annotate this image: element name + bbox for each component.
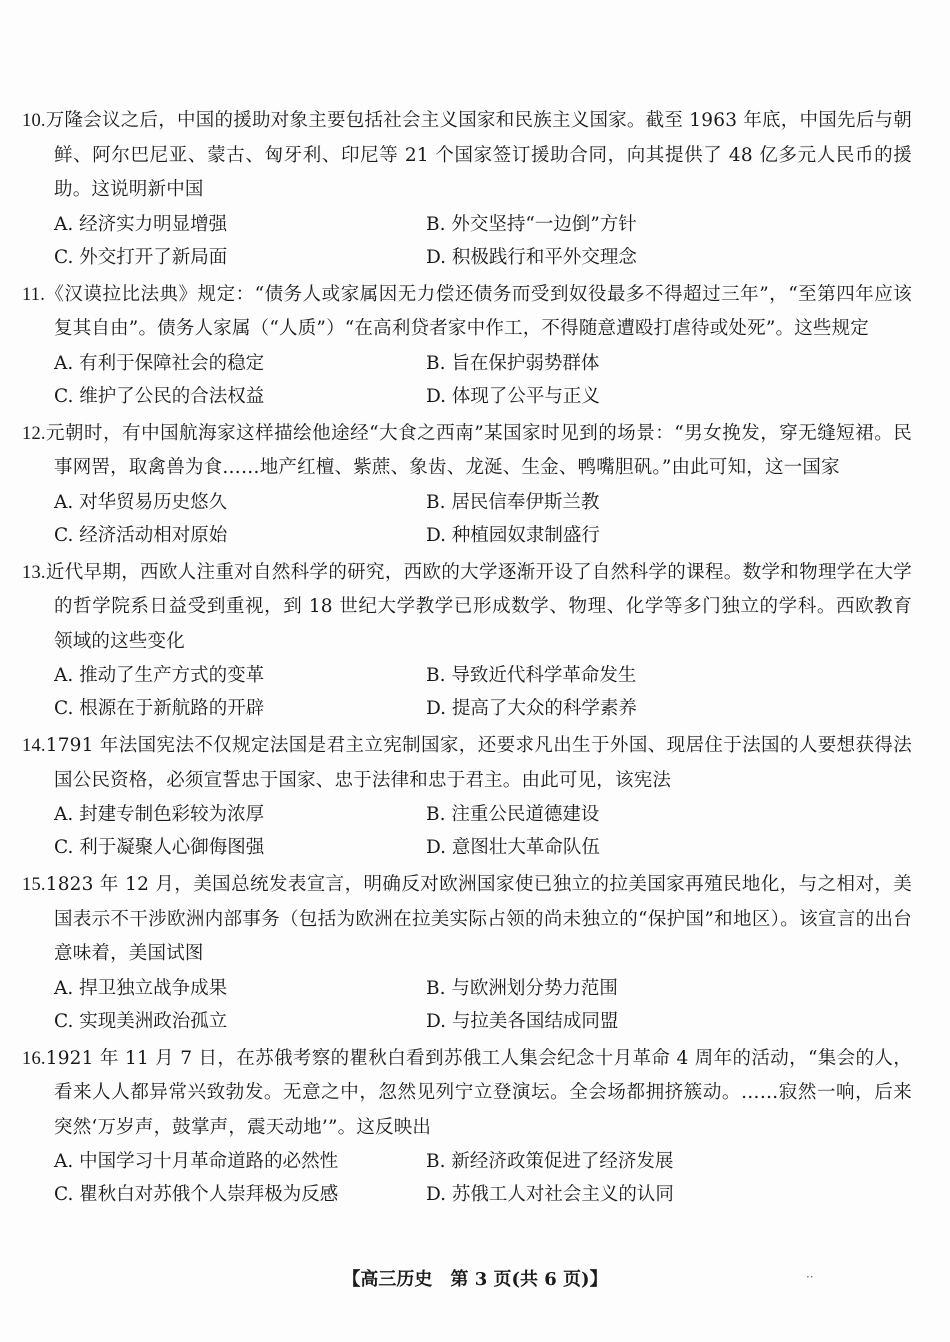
question-item bbox=[22, 868, 912, 1038]
question-number: 13. bbox=[22, 562, 46, 583]
answer-option: B. 居民信奉伊斯兰教 bbox=[426, 491, 600, 513]
answer-option: A. 封建专制色彩较为浓厚 bbox=[54, 804, 265, 825]
answer-option: C. 外交打开了新局面 bbox=[54, 246, 228, 268]
question-item bbox=[22, 556, 912, 726]
option-grid bbox=[22, 1145, 912, 1211]
answer-option: B. 新经济政策促进了经济发展 bbox=[426, 1151, 674, 1172]
answer-option: D. 苏俄工人对社会主义的认同 bbox=[426, 1184, 674, 1205]
question-stem bbox=[22, 1042, 912, 1146]
question-text: 1791 年法国宪法不仅规定法国是君主立宪制国家，还要求凡出生于外国、现居住于法国的人要想获得法国公民资格，必须宣誓忠于国家、忠于法律和忠于君主。由此可见，该宪法 bbox=[45, 735, 912, 791]
answer-option: A. 捍卫独立战争成果 bbox=[54, 977, 228, 999]
corner-mark: ·· bbox=[806, 1270, 814, 1284]
answer-option: C. 根源在于新航路的开辟 bbox=[54, 698, 265, 719]
question-item bbox=[22, 1042, 912, 1212]
answer-option: A. 经济实力明显增强 bbox=[54, 213, 228, 235]
question-number: 11. bbox=[22, 284, 46, 305]
question-number: 15. bbox=[22, 875, 46, 895]
answer-option: D. 提高了大众的科学素养 bbox=[426, 698, 637, 719]
question-stem bbox=[22, 868, 912, 972]
answer-option: C. 实现美洲政治孤立 bbox=[54, 1010, 228, 1032]
question-item bbox=[22, 104, 912, 274]
question-item bbox=[22, 729, 912, 864]
question-number: 14. bbox=[22, 736, 46, 756]
answer-option: A. 中国学习十月革命道路的必然性 bbox=[54, 1151, 339, 1172]
question-item bbox=[22, 417, 912, 552]
question-text: 元朝时，有中国航海家这样描绘他途经“大食之西南”某国家时见到的场景：“男女挽发，穿无缝短裙。民事网罟，取禽兽为食……地产红檀、紫蔗、象齿、龙涎、生金、鸭嘴胆矾。”由此可知，这一国家 bbox=[45, 422, 912, 478]
answer-option: C. 瞿秋白对苏俄个人崇拜极为反感 bbox=[54, 1184, 339, 1205]
answer-option: D. 积极践行和平外交理念 bbox=[426, 246, 637, 268]
answer-option: D. 与拉美各国结成同盟 bbox=[426, 1010, 619, 1032]
option-grid bbox=[22, 347, 912, 413]
answer-option: C. 维护了公民的合法权益 bbox=[54, 385, 265, 407]
question-list bbox=[22, 104, 912, 1215]
answer-option: B. 注重公民道德建设 bbox=[426, 804, 600, 825]
option-grid bbox=[22, 798, 912, 864]
question-text: 万隆会议之后，中国的援助对象主要包括社会主义国家和民族主义国家。截至 1963 年底，中国先后与朝鲜、阿尔巴尼亚、蒙古、匈牙利、印尼等 21 个国家签订援助合同，向其提供了 48 亿多元人民币的援助。这说明新中国 bbox=[45, 110, 912, 200]
question-stem bbox=[22, 729, 912, 798]
question-number: 16. bbox=[22, 1048, 46, 1069]
answer-option: B. 导致近代科学革命发生 bbox=[426, 665, 637, 686]
option-grid bbox=[22, 486, 912, 552]
question-stem bbox=[22, 278, 912, 347]
question-text: 《汉谟拉比法典》规定：“债务人或家属因无力偿还债务而受到奴役最多不得超过三年”，“至第四年应该复其自由”。债务人家属（“人质”）“在高利贷者家中作工，不得随意遭殴打虐待或处死”。这些规定 bbox=[45, 283, 912, 339]
answer-option: A. 对华贸易历史悠久 bbox=[54, 491, 228, 513]
page-footer: 【高三历史 第 3 页(共 6 页)】 bbox=[342, 1269, 608, 1290]
answer-option: C. 利于凝聚人心御侮图强 bbox=[54, 837, 265, 858]
question-stem bbox=[22, 556, 912, 660]
question-number: 10. bbox=[22, 111, 46, 131]
answer-option: B. 与欧洲划分势力范围 bbox=[426, 977, 618, 999]
question-text: 近代早期，西欧人注重对自然科学的研究，西欧的大学逐渐开设了自然科学的课程。数学和物理学在大学的哲学院系日益受到重视，到 18 世纪大学教学已形成数学、物理、化学等多门独立的学科。西欧教育领域的这些变化 bbox=[45, 561, 912, 652]
option-grid bbox=[22, 972, 912, 1038]
answer-option: B. 外交坚持“一边倒”方针 bbox=[426, 213, 637, 235]
question-text: 1823 年 12 月，美国总统发表宣言，明确反对欧洲国家使已独立的拉美国家再殖民地化，与之相对，美国表示不干涉欧洲内部事务（包括为欧洲在拉美实际占领的尚未独立的“保护国”和地区）。该宣言的出台意味着，美国试图 bbox=[45, 874, 912, 964]
answer-option: C. 经济活动相对原始 bbox=[54, 524, 228, 546]
question-text: 1921 年 11 月 7 日，在苏俄考察的瞿秋白看到苏俄工人集会纪念十月革命 4 周年的活动，“集会的人，看来人人都异常兴致勃发。无意之中，忽然见列宁立登演坛。全会场都拥挤簇动。……寂然一响，后来突然‘万岁声，鼓掌声，震天动地’”。这反映出 bbox=[45, 1047, 912, 1138]
answer-option: A. 有利于保障社会的稳定 bbox=[54, 352, 265, 374]
question-stem bbox=[22, 104, 912, 208]
answer-option: D. 体现了公平与正义 bbox=[426, 385, 600, 407]
answer-option: D. 种植园奴隶制盛行 bbox=[426, 524, 600, 546]
question-number: 12. bbox=[22, 423, 46, 444]
option-grid bbox=[22, 208, 912, 274]
question-item bbox=[22, 278, 912, 413]
question-stem bbox=[22, 417, 912, 486]
option-grid bbox=[22, 659, 912, 725]
answer-option: A. 推动了生产方式的变革 bbox=[54, 665, 265, 686]
answer-option: B. 旨在保护弱势群体 bbox=[426, 352, 600, 374]
answer-option: D. 意图壮大革命队伍 bbox=[426, 837, 600, 858]
